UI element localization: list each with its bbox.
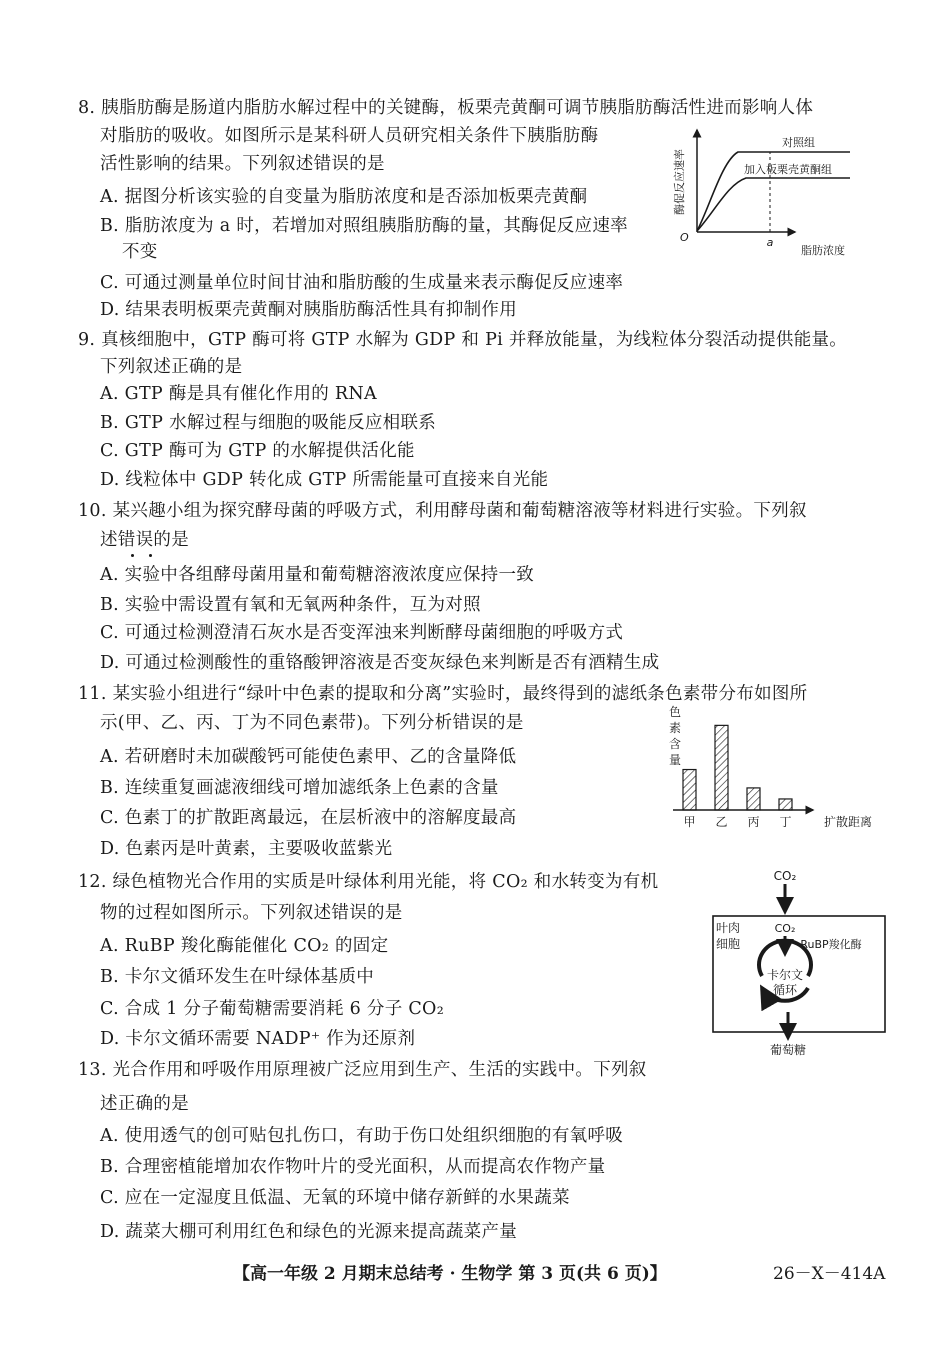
y-axis-label: 酶促反应速率 (673, 149, 686, 215)
mesophyll-label-1: 叶肉 (716, 921, 741, 935)
q9-option-d: D. 线粒体中 GDP 转化成 GTP 所需能量可直接来自光能 (100, 470, 549, 490)
q10-stem-line2: 述错误的是 (100, 530, 189, 550)
q11-stem-line2: 示(甲、乙、丙、丁为不同色素带)。下列分析错误的是 (100, 713, 524, 733)
q10-option-b: B. 实验中需设置有氧和无氧两种条件，互为对照 (100, 595, 481, 615)
y-axis-label-char: 含 (668, 737, 682, 751)
q9-option-b: B. GTP 水解过程与细胞的吸能反应相联系 (100, 413, 437, 433)
x-axis-label: 扩散距离 (823, 815, 873, 829)
x-axis-label: 脂肪浓度 (801, 244, 845, 257)
category-label-乙: 乙 (715, 815, 728, 829)
q12-option-c: C. 合成 1 分子葡萄糖需要消耗 6 分子 CO₂ (100, 999, 445, 1019)
y-axis-label-char: 色 (668, 705, 682, 719)
q10-option-a: A. 实验中各组酵母菌用量和葡萄糖溶液浓度应保持一致 (100, 565, 535, 585)
q13-stem-line1: 13. 光合作用和呼吸作用原理被广泛应用到生产、生活的实践中。下列叙 (78, 1060, 647, 1080)
mesophyll-label-2: 细胞 (716, 937, 741, 951)
bar-丙 (747, 788, 760, 810)
flavonoid-label: 加入板栗壳黄酮组 (744, 163, 832, 176)
q11-stem-line1: 11. 某实验小组进行“绿叶中色素的提取和分离”实验时，最终得到的滤纸条色素带分布如图所 (78, 684, 808, 704)
bar-丁 (779, 799, 792, 810)
calvin-cycle-label-2: 循环 (772, 983, 798, 997)
q13-option-b: B. 合理密植能增加农作物叶片的受光面积，从而提高农作物产量 (100, 1157, 606, 1177)
category-label-甲: 甲 (683, 815, 696, 829)
calvin-cycle-label-1: 卡尔文 (766, 968, 804, 982)
control-label: 对照组 (782, 136, 815, 149)
q13-stem-line2: 述正确的是 (100, 1094, 189, 1114)
a-label: a (766, 236, 774, 249)
q11-option-a: A. 若研磨时未加碳酸钙可能使色素甲、乙的含量降低 (100, 747, 517, 767)
q9-option-c: C. GTP 酶可为 GTP 的水解提供活化能 (100, 441, 415, 461)
q13-option-c: C. 应在一定湿度且低温、无氧的环境中储存新鲜的水果蔬菜 (100, 1188, 570, 1208)
flavonoid-curve (697, 178, 850, 231)
q8-option-d: D. 结果表明板栗壳黄酮对胰脂肪酶活性具有抑制作用 (100, 300, 518, 320)
q8-stem-line3: 活性影响的结果。下列叙述错误的是 (100, 154, 385, 174)
origin-label: O (680, 231, 689, 244)
q8-stem-line1: 8. 胰脂肪酶是肠道内脂肪水解过程中的关键酶，板栗壳黄酮可调节胰脂肪酶活性进而影响人体 (78, 98, 814, 118)
category-label-丙: 丙 (747, 815, 760, 829)
q9-stem-line2: 下列叙述正确的是 (100, 357, 243, 377)
q12-option-d: D. 卡尔文循环需要 NADP⁺ 作为还原剂 (100, 1029, 416, 1049)
bar-乙 (715, 725, 728, 810)
enzyme-rate-figure (660, 126, 860, 260)
q10-option-d: D. 可通过检测酸性的重铬酸钾溶液是否变灰绿色来判断是否有酒精生成 (100, 653, 660, 673)
q8-option-c: C. 可通过测量单位时间甘油和脂肪酸的生成量来表示酶促反应速率 (100, 273, 624, 293)
q12-option-b: B. 卡尔文循环发生在叶绿体基质中 (100, 967, 375, 987)
emphasis-dot (131, 554, 134, 557)
q9-stem-line1: 9. 真核细胞中，GTP 酶可将 GTP 水解为 GDP 和 Pi 并释放能量，为线粒体分裂活动提供能量。 (78, 330, 848, 350)
q13-option-d: D. 蔬菜大棚可利用红色和绿色的光源来提高蔬菜产量 (100, 1222, 518, 1242)
q11-option-b: B. 连续重复画滤液细线可增加滤纸条上色素的含量 (100, 778, 499, 798)
q12-stem-line2: 物的过程如图所示。下列叙述错误的是 (100, 903, 403, 923)
q8-option-b: B. 脂肪浓度为 a 时，若增加对照组胰脂肪酶的量，其酶促反应速率 (100, 216, 628, 236)
y-axis-label-char: 量 (668, 753, 682, 767)
page-footer: 【高一年级 2 月期末总结考 · 生物学 第 3 页(共 6 页)】 (233, 1264, 667, 1284)
q8-option-b-cont: 不变 (122, 242, 158, 262)
q10-option-c: C. 可通过检测澄清石灰水是否变浑浊来判断酵母菌细胞的呼吸方式 (100, 623, 624, 643)
q10-stem-line1: 10. 某兴趣小组为探究酵母菌的呼吸方式，利用酵母菌和葡萄糖溶液等材料进行实验。下列叙 (78, 501, 807, 521)
calvin-cycle-figure (710, 866, 890, 1056)
q12-option-a: A. RuBP 羧化酶能催化 CO₂ 的固定 (100, 936, 389, 956)
co2-outside-label: CO₂ (773, 869, 797, 883)
exam-code: 26－X－414A (773, 1264, 886, 1284)
category-label-丁: 丁 (779, 815, 792, 829)
q13-option-a: A. 使用透气的创可贴包扎伤口，有助于伤口处组织细胞的有氧呼吸 (100, 1126, 624, 1146)
bars-group (683, 725, 792, 829)
pigment-bar-chart (665, 700, 890, 835)
q8-stem-line2: 对脂肪的吸收。如图所示是某科研人员研究相关条件下胰脂肪酶 (100, 126, 599, 146)
q9-option-a: A. GTP 酶是具有催化作用的 RNA (100, 384, 377, 404)
bar-甲 (683, 770, 696, 810)
co2-inside-label: CO₂ (774, 922, 796, 935)
q11-option-c: C. 色素丁的扩散距离最远，在层析液中的溶解度最高 (100, 808, 517, 828)
q11-option-d: D. 色素丙是叶黄素，主要吸收蓝紫光 (100, 839, 393, 859)
glucose-label: 葡萄糖 (769, 1043, 807, 1056)
emphasis-dot (149, 554, 152, 557)
y-axis-label-char: 素 (668, 721, 682, 735)
enzyme-label: RuBP羧化酶 (800, 938, 862, 951)
q8-option-a: A. 据图分析该实验的自变量为脂肪浓度和是否添加板栗壳黄酮 (100, 187, 588, 207)
q12-stem-line1: 12. 绿色植物光合作用的实质是叶绿体利用光能，将 CO₂ 和水转变为有机 (78, 872, 659, 892)
